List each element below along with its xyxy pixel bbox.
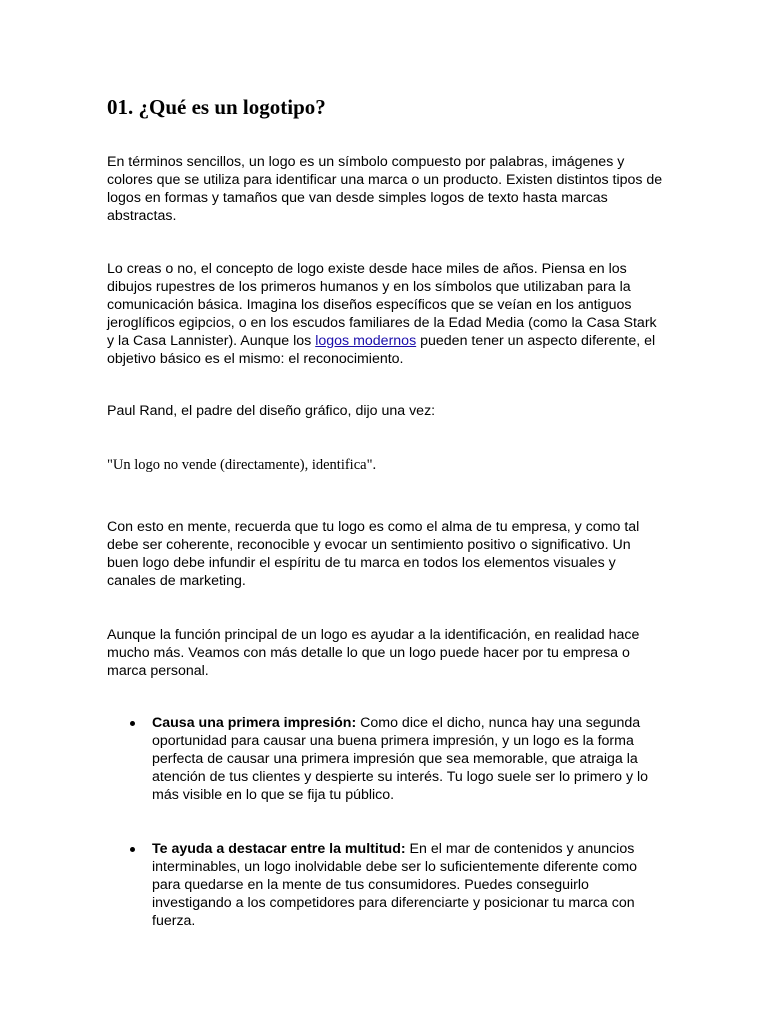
function-paragraph: Aunque la función principal de un logo es ayudar a la identificación, en realidad hace mucho más. Veamos con más detalle lo que un logo puede hacer por tu empresa o marca personal.: [107, 627, 640, 679]
bullet-icon: [130, 847, 135, 852]
list-item-heading: Te ayuda a destacar entre la multitud:: [152, 841, 406, 857]
mindset-paragraph: Con esto en mente, recuerda que tu logo es como el alma de tu empresa, y como tal debe ser coherente, reconocible y evocar un sentimiento positivo o significativo. Un buen logo debe infundir el espíritu de tu marca en todos los elementos visuales y canales de marketing.: [107, 519, 640, 589]
list-item: [107, 714, 658, 804]
logos-modernos-link[interactable]: logos modernos: [315, 333, 417, 349]
list-item-text: En el mar de contenidos y anuncios interminables, un logo inolvidable debe ser lo suficientemente diferente como para quedarse en la mente de tus consumidores. Puedes conseguirlo investigando a los competidores para diferenciarte y posicionar tu marca con fuerza.: [152, 841, 638, 929]
intro-paragraph: En términos sencillos, un logo es un símbolo compuesto por palabras, imágenes y colores que se utiliza para identificar una marca o un producto. Existen distintos tipos de logos en formas y tamaños que van desde simples logos de texto hasta marcas abstractas.: [107, 154, 663, 224]
history-text-start: Lo creas o no, el concepto de logo existe desde hace miles de años. Piensa en los dibujos rupestres de los primeros humanos y en los símbolos que utilizaban para la comunicación básica. Imagina los diseños específicos que se veían en los antiguos jeroglíficos egipcios, o en los escudos familiares de la Edad Media (como la Casa Stark y la Casa Lannister). Aunque los: [107, 261, 657, 349]
paul-rand-paragraph: Paul Rand, el padre del diseño gráfico, dijo una vez:: [107, 403, 436, 419]
page-title: 01. ¿Qué es un logotipo?: [107, 95, 326, 119]
benefits-list-2: [107, 840, 667, 930]
history-text-end: pueden tener un aspecto diferente, el objetivo básico es el mismo: el reconocimiento.: [107, 333, 656, 367]
benefits-list: [107, 714, 667, 804]
list-item: [107, 840, 658, 930]
bullet-icon: [130, 721, 135, 726]
quote-paragraph: "Un logo no vende (directamente), identifica".: [107, 457, 377, 473]
list-item-text: Como dice el dicho, nunca hay una segunda oportunidad para causar una buena primera impresión, y un logo es la forma perfecta de causar una primera impresión que sea memorable, que atraiga la atención de tus clientes y despierte su interés. Tu logo suele ser lo primero y lo más visible en lo que se fija tu público.: [152, 715, 649, 803]
list-item-heading: Causa una primera impresión:: [152, 715, 357, 731]
history-paragraph: [107, 260, 663, 368]
